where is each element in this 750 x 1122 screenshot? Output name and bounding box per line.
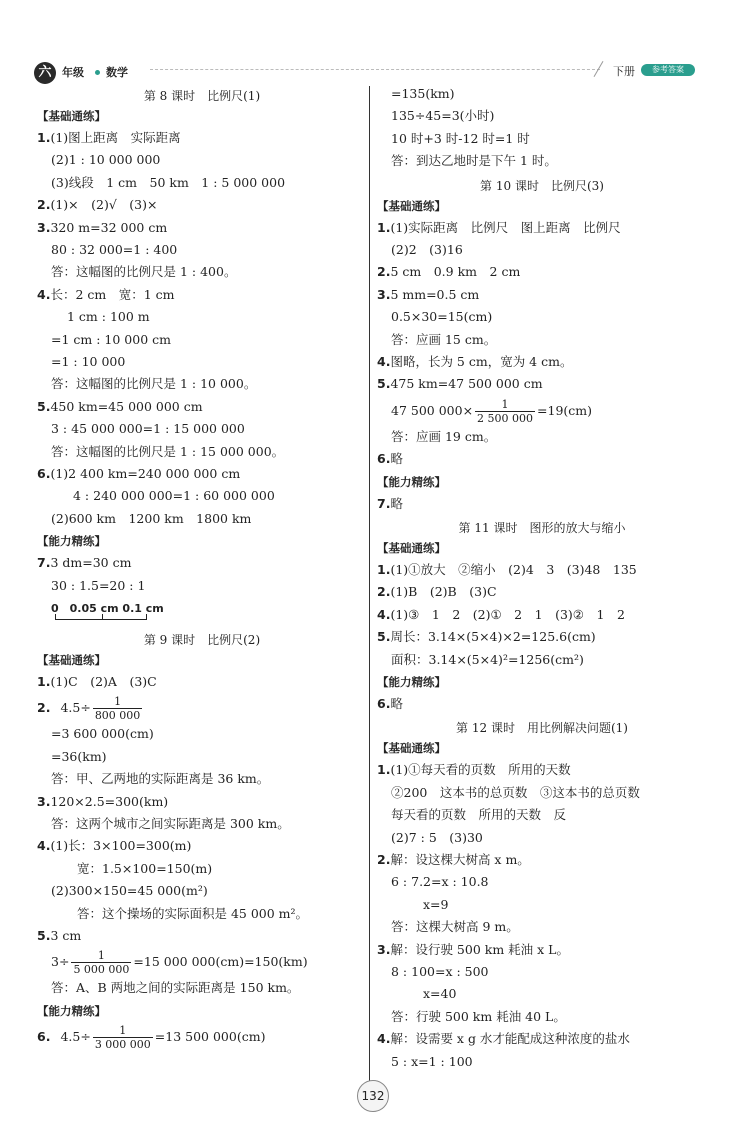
answer-line: 答：这棵大树高 9 m。 xyxy=(391,919,519,935)
answer-line: (2)600 km 1200 km 1800 km xyxy=(51,510,252,526)
answer-text: (1)× (2)√ (3)× xyxy=(50,197,158,213)
lesson-heading: 第 12 课时 用比例解决问题(1) xyxy=(456,721,628,736)
answer-line: 答：应画 15 cm。 xyxy=(391,331,497,347)
answer-line xyxy=(37,397,203,417)
numerator: 1 xyxy=(114,695,122,709)
answer-line: (2)1 : 10 000 000 xyxy=(51,152,161,168)
answer-line: (3)线段 1 cm 50 km 1 : 5 000 000 xyxy=(51,174,286,190)
item-number: 6. xyxy=(377,696,391,711)
scale-bar xyxy=(55,614,147,620)
answer-text: 475 km=47 500 000 cm xyxy=(390,376,543,392)
numerator: 1 xyxy=(97,949,105,963)
section-label: 【能力精练】 xyxy=(377,675,446,689)
answer-text: (1)③ 1 2 (2)① 2 1 (3)② 1 2 xyxy=(390,606,625,622)
answer-text: 解：设行驶 500 km 耗油 x L。 xyxy=(390,941,569,957)
expression-suffix: =19(cm) xyxy=(537,402,593,418)
expression-suffix: =15 000 000(cm)=150(km) xyxy=(133,954,308,970)
answer-line: 4 : 240 000 000=1 : 60 000 000 xyxy=(73,488,275,504)
item-number: 4. xyxy=(377,1031,391,1047)
fraction-line xyxy=(391,393,592,429)
answer-text: 3 dm=30 cm xyxy=(50,555,132,571)
expression-prefix: 3÷ xyxy=(51,954,70,970)
item-number: 6. xyxy=(377,451,391,467)
answer-text: 略 xyxy=(390,495,403,511)
answer-line: 答：应画 19 cm。 xyxy=(391,428,497,444)
answer-text: (1)2 400 km=240 000 000 cm xyxy=(50,466,241,481)
answer-text: 长：2 cm 宽：1 cm xyxy=(50,286,175,302)
answer-text: 解：设需要 x g 水才能配成这种浓度的盐水 xyxy=(390,1031,630,1047)
answer-line: =135(km) xyxy=(391,86,455,101)
header-divider xyxy=(150,69,600,70)
header-volume: 下册 xyxy=(613,65,635,78)
item-number: 2. xyxy=(377,584,391,600)
answer-line: =36(km) xyxy=(51,748,107,764)
answer-line xyxy=(377,582,497,602)
scale-labels: 0 0.05 cm 0.1 cm xyxy=(51,602,164,615)
answer-text: 周长：3.14×(5×4)×2=125.6(cm) xyxy=(390,629,596,645)
answer-text: 解：设这棵大树高 x m。 xyxy=(390,852,530,867)
answer-text: 3 cm xyxy=(50,928,82,943)
answer-line: 8 : 100=x : 500 xyxy=(391,964,489,979)
answer-line xyxy=(377,352,572,372)
answer-line: 答：这个操场的实际面积是 45 000 m²。 xyxy=(77,905,309,921)
item-number: 6. xyxy=(37,466,51,481)
answer-text: (1)实际距离 比例尺 图上距离 比例尺 xyxy=(390,219,621,235)
answer-text: 120×2.5=300(km) xyxy=(50,793,169,809)
answer-line xyxy=(377,694,403,714)
denominator: 3 000 000 xyxy=(94,1037,151,1051)
answer-line: 答：到达乙地时是下午 1 时。 xyxy=(391,153,557,169)
answer-line: 答：这幅图的比例尺是 1 : 400。 xyxy=(51,264,237,280)
section-label: 【基础通练】 xyxy=(37,109,106,123)
answer-line: 3 : 45 000 000=1 : 15 000 000 xyxy=(51,421,245,437)
answer-line xyxy=(377,262,520,282)
answer-line: 答：A、B 两地之间的实际距离是 150 km。 xyxy=(51,980,300,996)
answer-line xyxy=(377,449,403,469)
lesson-heading: 第 10 课时 比例尺(3) xyxy=(480,178,604,193)
answer-line xyxy=(37,836,191,856)
header-subject: 数学 xyxy=(106,66,128,79)
answer-line: =1 cm : 10 000 cm xyxy=(51,331,171,347)
page-number: 132 xyxy=(357,1080,389,1112)
header-dot xyxy=(95,70,100,75)
answer-line: 1 cm : 100 m xyxy=(67,309,150,325)
item-number: 1. xyxy=(377,562,391,577)
answer-line: 0.5×30=15(cm) xyxy=(391,309,493,325)
column-divider xyxy=(369,86,370,1086)
answer-text: (1)B (2)B (3)C xyxy=(390,584,497,600)
answer-line xyxy=(37,672,157,692)
answer-line: 10 时+3 时-12 时=1 时 xyxy=(391,130,530,146)
item-number: 3. xyxy=(377,286,391,302)
answer-line: =3 600 000(cm) xyxy=(51,726,154,742)
item-number: 3. xyxy=(37,793,51,809)
answer-line xyxy=(377,218,621,238)
item-number: 7. xyxy=(377,495,391,511)
answer-text: (1)C (2)A (3)C xyxy=(50,674,157,689)
item-number: 2. xyxy=(37,197,51,213)
answer-text: 5 mm=0.5 cm xyxy=(390,286,480,302)
page-header xyxy=(0,0,750,90)
answer-line: 每天看的页数 所用的天数 反 xyxy=(391,807,567,823)
answer-line xyxy=(377,940,569,960)
item-number: 2. xyxy=(377,264,391,280)
answer-text: 450 km=45 000 000 cm xyxy=(50,398,203,414)
item-number: 5. xyxy=(377,629,391,645)
answer-text: (1)图上距离 实际距离 xyxy=(50,130,181,145)
answer-line: 80 : 32 000=1 : 400 xyxy=(51,242,178,257)
answer-line xyxy=(37,285,175,305)
answers-tag: 参考答案 xyxy=(641,64,695,76)
answer-line: 答：这幅图的比例尺是 1 : 15 000 000。 xyxy=(51,443,285,459)
answer-line: 135÷45=3(小时) xyxy=(391,108,495,124)
section-label: 【基础通练】 xyxy=(377,741,446,756)
item-number: 5. xyxy=(37,928,51,943)
section-label: 【基础通练】 xyxy=(37,653,106,667)
fraction xyxy=(71,949,131,976)
answer-line: ②200 这本书的总页数 ③这本书的总页数 xyxy=(391,784,640,800)
section-label: 【基础通练】 xyxy=(377,198,446,213)
fraction xyxy=(475,398,535,425)
answer-line: 宽：1.5×100=150(m) xyxy=(77,860,213,876)
lesson-heading: 第 11 课时 图形的放大与缩小 xyxy=(458,521,626,535)
answer-line xyxy=(377,760,571,780)
answer-line: x=9 xyxy=(423,896,449,912)
fraction xyxy=(93,695,143,722)
item-number: 5. xyxy=(377,376,391,392)
answer-line: (2)300×150=45 000(m²) xyxy=(51,883,208,899)
item-number: 2. xyxy=(37,700,51,716)
answer-line: (2)7 : 5 (3)30 xyxy=(391,829,483,845)
item-number: 4. xyxy=(37,838,51,854)
answer-line xyxy=(377,1029,630,1049)
answer-line: 30 : 1.5=20 : 1 xyxy=(51,577,146,593)
item-number: 3. xyxy=(37,219,51,235)
section-label: 【能力精练】 xyxy=(37,534,106,549)
answer-line: 答：这两个城市之间实际距离是 300 km。 xyxy=(51,816,290,831)
denominator: 800 000 xyxy=(94,709,141,723)
answer-text: 5 cm 0.9 km 2 cm xyxy=(390,264,521,280)
item-number: 3. xyxy=(377,941,391,957)
answer-text: (1)①每天看的页数 所用的天数 xyxy=(390,762,571,778)
answer-line xyxy=(377,627,596,647)
grade-badge: 六 xyxy=(34,62,56,84)
denominator: 2 500 000 xyxy=(477,411,534,425)
item-number: 4. xyxy=(377,606,391,622)
answer-line xyxy=(377,560,637,580)
answer-line: 6 : 7.2=x : 10.8 xyxy=(391,874,489,890)
item-number: 2. xyxy=(377,852,391,867)
answer-line xyxy=(37,926,81,946)
answer-line xyxy=(377,605,625,625)
lesson-heading: 第 8 课时 比例尺(1) xyxy=(143,89,261,103)
denominator: 5 000 000 xyxy=(73,963,130,977)
item-number: 5. xyxy=(37,398,51,414)
item-number: 6. xyxy=(37,1028,51,1044)
answer-text: (1)①放大 ②缩小 (2)4 3 (3)48 135 xyxy=(390,562,637,577)
header-grade: 年级 xyxy=(62,66,84,79)
answer-text: 略 xyxy=(390,451,403,467)
scale-mid-tick xyxy=(102,614,103,620)
answer-line: =1 : 10 000 xyxy=(51,354,126,369)
fraction-line xyxy=(37,1019,265,1055)
fraction xyxy=(93,1024,153,1051)
answer-line xyxy=(37,195,158,215)
answer-line xyxy=(37,792,168,812)
answer-text: 略 xyxy=(390,696,403,711)
answer-line: 答：甲、乙两地的实际距离是 36 km。 xyxy=(51,771,270,787)
item-number: 1. xyxy=(37,130,51,145)
section-label: 【基础通练】 xyxy=(377,541,446,555)
answer-line xyxy=(377,494,403,514)
answer-line: 答：这幅图的比例尺是 1 : 10 000。 xyxy=(51,376,257,392)
fraction-line xyxy=(37,690,144,726)
item-number: 4. xyxy=(37,286,51,302)
answer-line: 答：行驶 500 km 耗油 40 L。 xyxy=(391,1008,566,1024)
item-number: 1. xyxy=(377,762,391,778)
item-number: 4. xyxy=(377,354,391,369)
numerator: 1 xyxy=(119,1023,127,1037)
answer-text: 320 m=32 000 cm xyxy=(50,219,168,235)
answer-line xyxy=(37,218,167,238)
expression-suffix: =13 500 000(cm) xyxy=(154,1028,266,1044)
answer-line xyxy=(377,374,543,394)
answer-line xyxy=(37,464,240,484)
lesson-heading: 第 9 课时 比例尺(2) xyxy=(143,633,261,647)
numerator: 1 xyxy=(501,397,509,411)
answer-line xyxy=(37,553,131,573)
answer-line xyxy=(377,850,530,870)
answer-line: (2)2 (3)16 xyxy=(391,242,463,257)
item-number: 1. xyxy=(37,674,51,689)
item-number: 7. xyxy=(37,555,51,571)
expression-prefix: 4.5÷ xyxy=(60,700,91,716)
answer-line xyxy=(37,128,181,148)
scale-drawing xyxy=(51,598,164,626)
answer-text: 图略，长为 5 cm，宽为 4 cm。 xyxy=(390,354,573,369)
expression-prefix: 47 500 000× xyxy=(391,402,474,418)
fraction-line xyxy=(51,944,308,980)
answer-line: x=40 xyxy=(423,986,457,1002)
answer-text: (1)长：3×100=300(m) xyxy=(50,838,192,854)
item-number: 1. xyxy=(377,219,391,235)
answer-line xyxy=(377,285,479,305)
section-label: 【能力精练】 xyxy=(37,1003,106,1018)
answer-line: 面积：3.14×(5×4)²=1256(cm²) xyxy=(391,651,584,667)
section-label: 【能力精练】 xyxy=(377,474,446,489)
expression-prefix: 4.5÷ xyxy=(60,1028,91,1044)
answer-line: 5 : x=1 : 100 xyxy=(391,1053,473,1069)
